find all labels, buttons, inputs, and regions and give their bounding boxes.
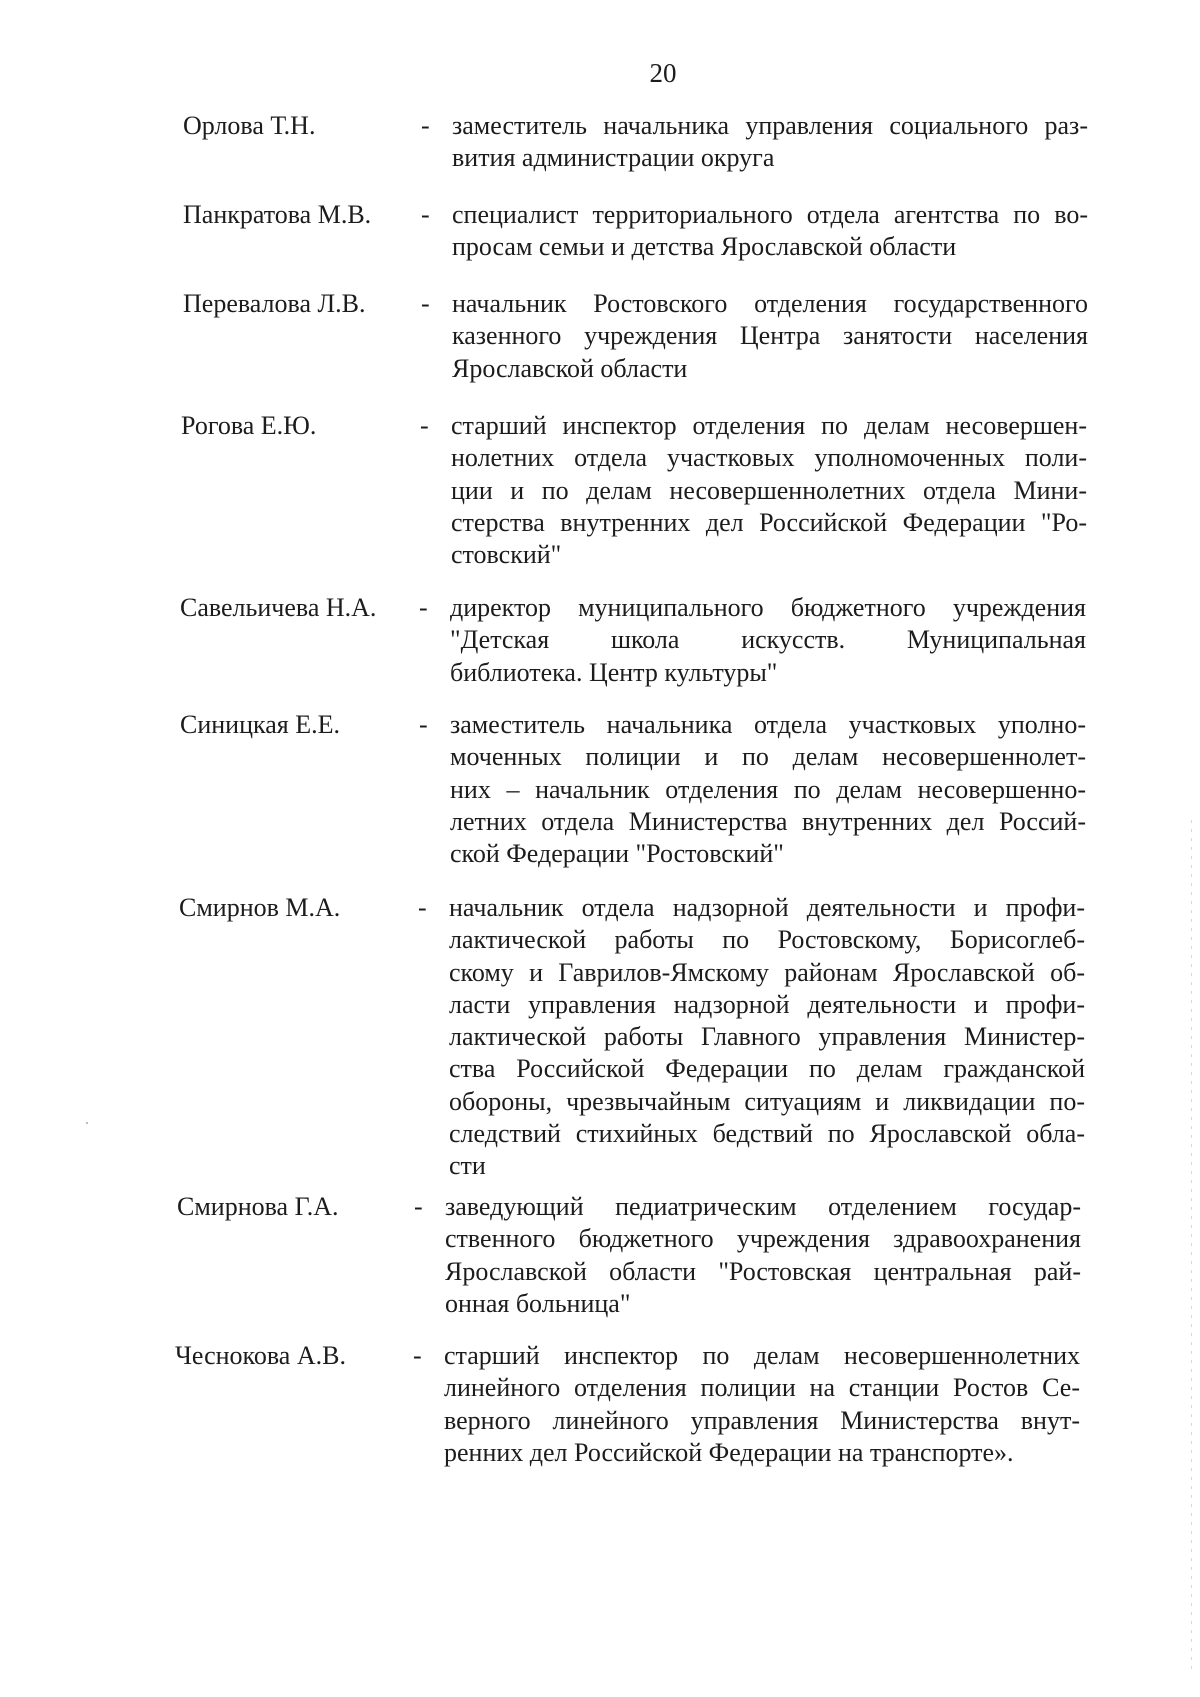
member-name: Савельичева Н.А. [180,593,377,622]
member-position [452,288,1088,385]
scan-artifact-dot [86,1122,88,1124]
member-name: Рогова Е.Ю. [181,411,317,440]
member-name: Смирнов М.А. [179,893,341,922]
position-line: обороны, чрезвычайным ситуациям и ликвидации по- [449,1086,1085,1116]
member-name: Чеснокова А.В. [175,1341,346,1370]
member-name: Орлова Т.Н. [183,111,316,140]
scan-artifact-edge [1191,820,1192,1670]
position-line: сти [449,1151,486,1181]
position-line: летних отдела Министерства внутренних дел Россий- [450,806,1086,836]
position-line: специалист территориального отдела агентства по во- [452,200,1088,229]
position-line: стерства внутренних дел Российской Федерации "Ро- [451,507,1087,537]
position-line: онная больница" [445,1288,631,1318]
position-line: библиотека. Центр культуры" [450,657,778,687]
separator-dash: - [421,111,430,140]
page-number: 20 [649,58,677,88]
position-line: верного линейного управления Министерства внут- [444,1405,1080,1435]
member-position [452,199,1088,264]
separator-dash: - [421,200,430,229]
member-position [452,110,1088,175]
position-line: скому и Гаврилов-Ямскому районам Ярославской об- [449,957,1085,987]
separator-dash: - [420,411,429,440]
member-position [445,1191,1081,1320]
separator-dash: - [419,593,428,622]
position-line: линейного отделения полиции на станции Ростов Се- [444,1373,1080,1403]
position-line: "Детская школа искусств. Муниципальная [450,625,1086,655]
position-line: заместитель начальника отдела участковых уполно- [450,710,1086,739]
position-line: следствий стихийных бедствий по Ярославской обла- [449,1119,1085,1149]
member-position [444,1340,1080,1469]
position-line: ственного бюджетного учреждения здравоохранения [445,1224,1081,1254]
position-line: нолетних отдела участковых уполномоченных поли- [451,443,1087,473]
position-line: ласти управления надзорной деятельности и профи- [449,989,1085,1019]
position-line: моченных полиции и по делам несовершеннолет- [450,742,1086,772]
separator-dash: - [414,1192,423,1221]
position-line: Ярославской области [452,353,688,383]
position-line: них – начальник отделения по делам несовершенно- [450,774,1086,804]
separator-dash: - [421,289,430,318]
position-line: начальник отдела надзорной деятельности и профи- [449,893,1085,922]
position-line: просам семьи и детства Ярославской области [452,232,957,262]
position-line: казенного учреждения Центра занятости населения [452,321,1088,351]
position-line: директор муниципального бюджетного учреждения [450,593,1086,622]
member-position [451,410,1087,571]
member-name: Перевалова Л.В. [183,289,366,318]
position-line: вития администрации округа [452,143,775,173]
position-line: лактической работы по Ростовскому, Борисоглеб- [449,925,1085,955]
member-position [450,592,1086,689]
member-name: Смирнова Г.А. [177,1192,339,1221]
separator-dash: - [418,893,427,922]
position-line: старший инспектор отделения по делам несовершен- [451,411,1087,440]
position-line: ренних дел Российской Федерации на транспорте». [444,1437,1014,1467]
position-line: Ярославской области "Ростовская центральная рай- [445,1256,1081,1286]
position-line: старший инспектор по делам несовершеннолетних [444,1341,1080,1370]
member-position [449,892,1085,1183]
position-line: ской Федерации "Ростовский" [450,839,784,869]
position-line: заместитель начальника управления социального раз- [452,111,1088,140]
position-line: лактической работы Главного управления Министер- [449,1022,1085,1052]
position-line: ства Российской Федерации по делам гражданской [449,1054,1085,1084]
member-name: Панкратова М.В. [183,200,372,229]
separator-dash: - [413,1341,422,1370]
separator-dash: - [419,710,428,739]
position-line: начальник Ростовского отделения государственного [452,289,1088,318]
member-position [450,709,1086,870]
position-line: ции и по делам несовершеннолетних отдела Мини- [451,475,1087,505]
member-name: Синицкая Е.Е. [180,710,340,739]
position-line: заведующий педиатрическим отделением государ- [445,1192,1081,1221]
position-line: стовский" [451,540,562,570]
